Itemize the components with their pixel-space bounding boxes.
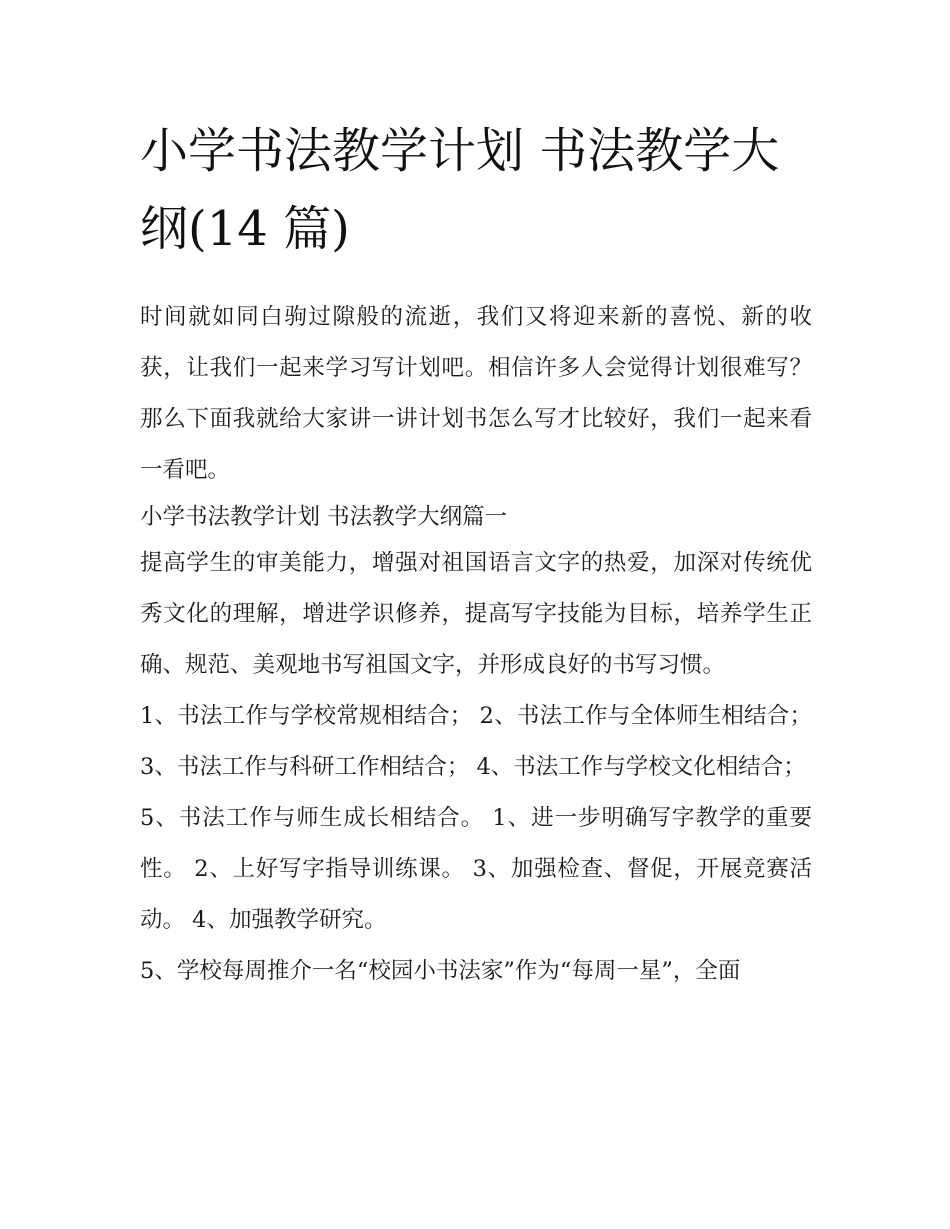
body-paragraph-2: 1、书法工作与学校常规相结合； 2、书法工作与全体师生相结合； 3、书法工作与科研工作相结合； 4、书法工作与学校文化相结合； (140, 703, 812, 780)
body-paragraph-4: 5、学校每周推介一名“校园小书法家”作为“每周一星”，全面 (140, 958, 741, 984)
body-paragraph-3: 5、书法工作与师生成长相结合。 1、进一步明确写字教学的重要性。 2、上好写字指导训练课。 3、加强检查、督促，开展竞赛活动。 4、加强教学研究。 (140, 805, 812, 933)
document-page (140, 112, 812, 997)
body-paragraph-1: 提高学生的审美能力，增强对祖国语言文字的热爱，加深对传统优秀文化的理解，增进学识修养，提高写字技能为目标，培养学生正确、规范、美观地书写祖国文字，并形成良好的书写习惯。 (140, 550, 812, 678)
intro-paragraph: 时间就如同白驹过隙般的流逝，我们又将迎来新的喜悦、新的收获，让我们一起来学习写计划吧。相信许多人会觉得计划很难写？那么下面我就给大家讲一讲计划书怎么写才比较好，我们一起来看一看吧。 (140, 304, 812, 483)
document-title: 小学书法教学计划 书法教学大纲(14 篇) (140, 123, 780, 257)
section-heading: 小学书法教学计划 书法教学大纲篇一 (140, 504, 508, 530)
